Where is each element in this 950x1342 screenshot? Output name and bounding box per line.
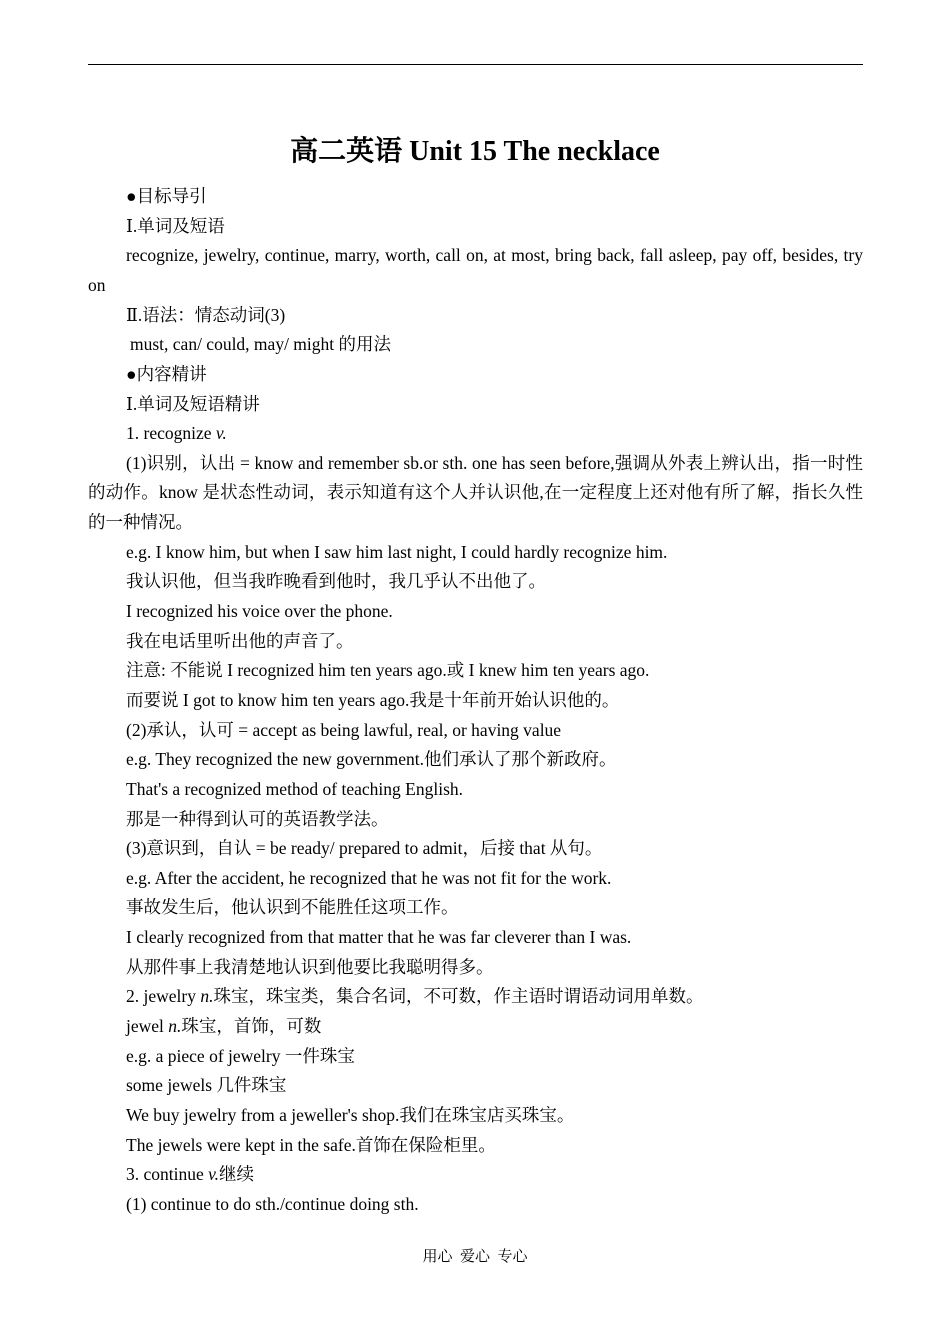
entry-definition: 继续 (218, 1164, 254, 1185)
section-heading: ●内容精讲 (126, 363, 207, 384)
entry-definition: 珠宝，首饰，可数 (181, 1016, 322, 1037)
example-line: I clearly recognized from that matter that he was far cleverer than I was. (126, 927, 632, 948)
note-line: 注意: 不能说 I recognized him ten years ago.或 I knew him ten years ago. (126, 660, 650, 681)
definition-line: (3)意识到，自认 = be ready/ prepared to admit，后接 that 从句。 (126, 838, 603, 859)
part-of-speech: n. (168, 1016, 182, 1037)
part-of-speech: n. (200, 986, 214, 1007)
example-line: some jewels 几件珠宝 (126, 1075, 287, 1096)
definition-paragraph: (1)识别，认出 = know and remember sb.or sth. one has seen before,强调从外表上辨认出，指一时性的动作。know 是状态性动词，表示知道有这个人并认识他,在一定程度上还对他有所了解，指长久性的一种情况。 (88, 452, 863, 533)
section-heading: ●目标导引 (126, 186, 207, 206)
entry-word: jewel (126, 1016, 169, 1037)
vocabulary-list: recognize, jewelry, continue, marry, worth, call on, at most, bring back, fall asleep, pay off, besides, try on (88, 245, 863, 295)
entry-word: 1. recognize (126, 423, 216, 444)
entry-heading (88, 982, 863, 1012)
example-line: 从那件事上我清楚地认识到他要比我聪明得多。 (126, 956, 494, 977)
document-body (88, 182, 863, 1220)
entry-heading (88, 419, 863, 449)
definition-line: (2)承认，认可 = accept as being lawful, real, or having value (126, 719, 562, 740)
page-footer: 用心 爱心 专心 (422, 1249, 528, 1265)
example-line: 我在电话里听出他的声音了。 (126, 630, 354, 651)
entry-heading (88, 1160, 863, 1190)
entry-word: 3. continue (126, 1164, 209, 1185)
subsection-heading: Ⅱ.语法：情态动词(3) (126, 304, 286, 325)
example-line: We buy jewelry from a jeweller's shop.我们在珠宝店买珠宝。 (126, 1104, 575, 1125)
example-line: 那是一种得到认可的英语教学法。 (126, 808, 389, 829)
example-line: e.g. After the accident, he recognized that he was not fit for the work. (126, 867, 612, 888)
page-title: 高二英语 Unit 15 The necklace (290, 136, 660, 167)
note-line: 而要说 I got to know him ten years ago.我是十年前开始认识他的。 (126, 689, 620, 710)
usage-line: (1) continue to do sth./continue doing sth. (126, 1193, 419, 1214)
subsection-heading: Ⅰ.单词及短语精讲 (126, 393, 260, 414)
part-of-speech: v. (215, 423, 227, 444)
example-line: e.g. I know him, but when I saw him last night, I could hardly recognize him. (126, 541, 668, 562)
example-line: e.g. a piece of jewelry 一件珠宝 (126, 1045, 355, 1066)
entry-word: 2. jewelry (126, 986, 201, 1007)
example-line: 事故发生后，他认识到不能胜任这项工作。 (126, 897, 459, 918)
example-line: e.g. They recognized the new government.他们承认了那个新政府。 (126, 749, 617, 770)
part-of-speech: v. (208, 1164, 219, 1185)
entry-definition: 珠宝，珠宝类，集合名词，不可数，作主语时谓语动词用单数。 (213, 986, 704, 1007)
example-line: 我认识他，但当我昨晚看到他时，我几乎认不出他了。 (126, 571, 546, 592)
example-line: I recognized his voice over the phone. (126, 601, 393, 622)
grammar-note: must, can/ could, may/ might 的用法 (130, 334, 392, 355)
example-line: The jewels were kept in the safe.首饰在保险柜里。 (126, 1134, 496, 1155)
example-line: That's a recognized method of teaching English. (126, 778, 464, 799)
entry-heading (88, 1012, 863, 1042)
subsection-heading: Ⅰ.单词及短语 (126, 215, 225, 236)
header-rule (88, 64, 863, 65)
